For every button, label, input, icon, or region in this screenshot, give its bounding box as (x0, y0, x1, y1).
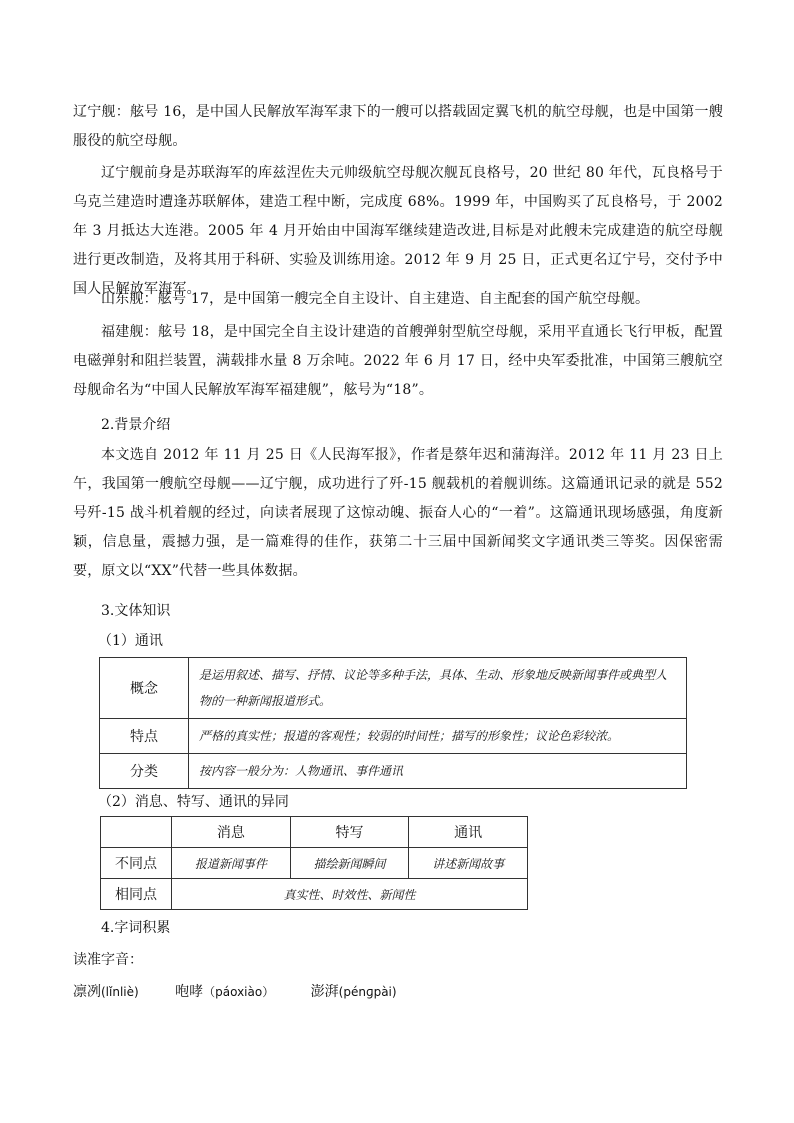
header-texie: 特写 (290, 817, 409, 848)
table-row (100, 754, 687, 789)
pinyin: (pénɡpài) (338, 985, 397, 999)
diff-cell: 讲述新闻故事 (409, 848, 528, 879)
paragraph-shandong: 山东舰：舷号 17，是中国第一艘完全自主设计、自主建造、自主配套的国产航空母舰。 (101, 291, 650, 307)
row-label-diff: 不同点 (101, 848, 172, 879)
row-key: 分类 (100, 754, 189, 789)
heading-vocab: 4.字词积累 (101, 920, 171, 936)
paragraph-background: 本文选自 2012 年 11 月 25 日《人民海军报》，作者是蔡年迟和蒲海洋。2012 年 11 月 23 日上午，我国第一艘航空母舰——辽宁舰，成功进行了歼-15 舰载机的着舰训练。这篇通讯记录的就是 552 号歼-15 战斗机着舰的经过，向读者展现了这惊动魄、振奋人心的“一着”。这篇通讯现场感强，角度新颖，信息量，震撼力强，是一篇难得的佳作，获第二十三届中国新闻奖文字通讯类三等奖。因保密需要，原文以“XX”代替一些具体数据。 (73, 447, 723, 579)
header-tongxun: 通讯 (409, 817, 528, 848)
paragraph-fujian: 福建舰：舷号 18，是中国完全自主设计建造的首艘弹射型航空母舰，采用平直通长飞行甲板，配置电磁弹射和阻拦装置，满载排水量 8 万余吨。2022 年 6 月 17 日，经中央军委批准，中国第三艘航空母舰命名为“中国人民解放军海军福建舰”，舷号为“18”。 (73, 324, 723, 398)
paragraph-liaoning-history: 辽宁舰前身是苏联海军的库兹涅佐夫元帅级航空母舰次舰瓦良格号，20 世纪 80 年代，瓦良格号于乌克兰建造时遭逢苏联解体，建造工程中断，完成度 68%。1999 年，中国购买了瓦良格号，于 2002 年 3 月抵达大连港。2005 年 4 月开始由中国海军继续建造改进,目标是对此艘未完成建造的航空母舰进行更改制造，及将其用于科研、实验及训练用途。2012 年 9 月 25 日，正式更名辽宁号，交付予中国人民解放军海军。 (73, 165, 723, 297)
tongxun-table (99, 657, 687, 789)
row-value: 是运用叙述、描写、抒情、议论等多种手法，具体、生动、形象地反映新闻事件或典型人物的一种新闻报道形式。 (189, 658, 687, 719)
header-blank (101, 817, 172, 848)
list-item (175, 982, 274, 1002)
table-row (100, 719, 687, 754)
compare-table (100, 816, 528, 910)
word: 澎湃 (310, 984, 339, 1000)
table-row (100, 658, 687, 719)
heading-pronounce: 读准字音： (73, 952, 143, 968)
heading-compare: （2）消息、特写、通讯的异同 (98, 794, 289, 810)
row-label-same: 相同点 (101, 879, 172, 910)
same-cell: 真实性、时效性、新闻性 (172, 879, 528, 910)
diff-cell: 报道新闻事件 (172, 848, 291, 879)
word-list (73, 982, 397, 1002)
table-header-row (101, 817, 528, 848)
header-xiaoxi: 消息 (172, 817, 291, 848)
paragraph-liaoning: 辽宁舰：舷号 16，是中国人民解放军海军隶下的一艘可以搭载固定翼飞机的航空母舰，也是中国第一艘服役的航空母舰。 (73, 104, 723, 149)
list-item (73, 982, 139, 1002)
row-key: 特点 (100, 719, 189, 754)
table-row (101, 879, 528, 910)
word: 咆哮 (175, 984, 204, 1000)
list-item (311, 982, 397, 1002)
heading-background: 2.背景介绍 (101, 417, 171, 433)
diff-cell: 描绘新闻瞬间 (290, 848, 409, 879)
row-value: 按内容一般分为：人物通讯、事件通讯 (189, 754, 687, 789)
row-key: 概念 (100, 658, 189, 719)
row-value: 严格的真实性；报道的客观性；较弱的时间性；描写的形象性；议论色彩较浓。 (189, 719, 687, 754)
pinyin: （páoxiào） (203, 985, 275, 999)
pinyin: (lǐnliè) (101, 985, 139, 999)
heading-tongxun: （1）通讯 (98, 633, 163, 649)
heading-genre: 3.文体知识 (101, 603, 171, 619)
table-row (101, 848, 528, 879)
word: 凛冽 (73, 984, 101, 1000)
